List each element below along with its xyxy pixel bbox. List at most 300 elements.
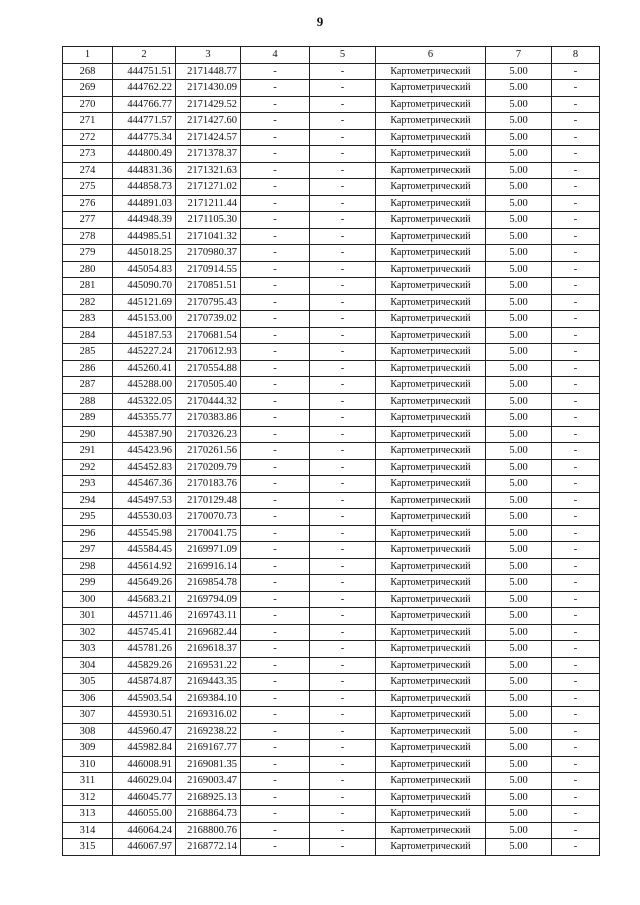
col8-cell: - (552, 591, 600, 608)
x-coordinate-cell: 445497.53 (113, 492, 176, 509)
col5-cell: - (310, 245, 376, 262)
accuracy-cell: 5.00 (486, 690, 552, 707)
x-coordinate-cell: 445467.36 (113, 476, 176, 493)
x-coordinate-cell: 445153.00 (113, 311, 176, 328)
col8-cell: - (552, 344, 600, 361)
col5-cell: - (310, 542, 376, 559)
point-number-cell: 298 (63, 558, 113, 575)
x-coordinate-cell: 444766.77 (113, 96, 176, 113)
x-coordinate-cell: 446067.97 (113, 839, 176, 856)
x-coordinate-cell: 445288.00 (113, 377, 176, 394)
accuracy-cell: 5.00 (486, 657, 552, 674)
header-cell: 4 (241, 47, 310, 64)
y-coordinate-cell: 2169316.02 (176, 707, 241, 724)
col5-cell: - (310, 723, 376, 740)
method-cell: Картометрический (376, 789, 486, 806)
col4-cell: - (241, 63, 310, 80)
col5-cell: - (310, 294, 376, 311)
y-coordinate-cell: 2171378.37 (176, 146, 241, 163)
method-cell: Картометрический (376, 558, 486, 575)
point-number-cell: 292 (63, 459, 113, 476)
col8-cell: - (552, 360, 600, 377)
col4-cell: - (241, 327, 310, 344)
col8-cell: - (552, 426, 600, 443)
method-cell: Картометрический (376, 327, 486, 344)
point-number-cell: 304 (63, 657, 113, 674)
method-cell: Картометрический (376, 624, 486, 641)
table-row (63, 641, 600, 658)
method-cell: Картометрический (376, 657, 486, 674)
x-coordinate-cell: 445982.84 (113, 740, 176, 757)
y-coordinate-cell: 2170041.75 (176, 525, 241, 542)
point-number-cell: 286 (63, 360, 113, 377)
y-coordinate-cell: 2171429.52 (176, 96, 241, 113)
accuracy-cell: 5.00 (486, 822, 552, 839)
table-row (63, 476, 600, 493)
header-cell: 1 (63, 47, 113, 64)
col4-cell: - (241, 311, 310, 328)
y-coordinate-cell: 2168800.76 (176, 822, 241, 839)
accuracy-cell: 5.00 (486, 377, 552, 394)
method-cell: Картометрический (376, 839, 486, 856)
point-number-cell: 300 (63, 591, 113, 608)
col5-cell: - (310, 179, 376, 196)
col8-cell: - (552, 162, 600, 179)
point-number-cell: 287 (63, 377, 113, 394)
col8-cell: - (552, 410, 600, 427)
x-coordinate-cell: 445018.25 (113, 245, 176, 262)
x-coordinate-cell: 445260.41 (113, 360, 176, 377)
accuracy-cell: 5.00 (486, 426, 552, 443)
accuracy-cell: 5.00 (486, 558, 552, 575)
point-number-cell: 284 (63, 327, 113, 344)
y-coordinate-cell: 2171424.57 (176, 129, 241, 146)
col4-cell: - (241, 624, 310, 641)
col8-cell: - (552, 327, 600, 344)
y-coordinate-cell: 2169743.11 (176, 608, 241, 625)
accuracy-cell: 5.00 (486, 410, 552, 427)
accuracy-cell: 5.00 (486, 129, 552, 146)
y-coordinate-cell: 2169081.35 (176, 756, 241, 773)
col5-cell: - (310, 591, 376, 608)
col5-cell: - (310, 806, 376, 823)
x-coordinate-cell: 444775.34 (113, 129, 176, 146)
method-cell: Картометрический (376, 426, 486, 443)
table-row (63, 179, 600, 196)
point-number-cell: 305 (63, 674, 113, 691)
method-cell: Картометрический (376, 608, 486, 625)
method-cell: Картометрический (376, 195, 486, 212)
col5-cell: - (310, 360, 376, 377)
col8-cell: - (552, 80, 600, 97)
col4-cell: - (241, 344, 310, 361)
point-number-cell: 308 (63, 723, 113, 740)
table-row (63, 443, 600, 460)
y-coordinate-cell: 2169971.09 (176, 542, 241, 559)
table-row (63, 129, 600, 146)
accuracy-cell: 5.00 (486, 80, 552, 97)
col8-cell: - (552, 624, 600, 641)
col4-cell: - (241, 129, 310, 146)
point-number-cell: 285 (63, 344, 113, 361)
col4-cell: - (241, 723, 310, 740)
table-row (63, 80, 600, 97)
x-coordinate-cell: 445960.47 (113, 723, 176, 740)
col8-cell: - (552, 492, 600, 509)
col5-cell: - (310, 674, 376, 691)
method-cell: Картометрический (376, 690, 486, 707)
col8-cell: - (552, 146, 600, 163)
x-coordinate-cell: 445711.46 (113, 608, 176, 625)
point-number-cell: 281 (63, 278, 113, 295)
method-cell: Картометрический (376, 212, 486, 229)
col5-cell: - (310, 459, 376, 476)
method-cell: Картометрический (376, 525, 486, 542)
col4-cell: - (241, 789, 310, 806)
col4-cell: - (241, 822, 310, 839)
y-coordinate-cell: 2169794.09 (176, 591, 241, 608)
col8-cell: - (552, 228, 600, 245)
accuracy-cell: 5.00 (486, 839, 552, 856)
col4-cell: - (241, 294, 310, 311)
method-cell: Картометрический (376, 591, 486, 608)
method-cell: Картометрический (376, 740, 486, 757)
table-row (63, 393, 600, 410)
method-cell: Картометрический (376, 228, 486, 245)
accuracy-cell: 5.00 (486, 327, 552, 344)
table-row (63, 542, 600, 559)
table-row (63, 756, 600, 773)
accuracy-cell: 5.00 (486, 146, 552, 163)
col4-cell: - (241, 146, 310, 163)
col8-cell: - (552, 179, 600, 196)
accuracy-cell: 5.00 (486, 459, 552, 476)
table-row (63, 360, 600, 377)
method-cell: Картометрический (376, 179, 486, 196)
y-coordinate-cell: 2170209.79 (176, 459, 241, 476)
header-cell: 2 (113, 47, 176, 64)
point-number-cell: 313 (63, 806, 113, 823)
y-coordinate-cell: 2171105.30 (176, 212, 241, 229)
accuracy-cell: 5.00 (486, 773, 552, 790)
table-row (63, 740, 600, 757)
table-row (63, 608, 600, 625)
point-number-cell: 291 (63, 443, 113, 460)
method-cell: Картометрический (376, 459, 486, 476)
x-coordinate-cell: 445781.26 (113, 641, 176, 658)
y-coordinate-cell: 2169618.37 (176, 641, 241, 658)
table-row (63, 773, 600, 790)
accuracy-cell: 5.00 (486, 228, 552, 245)
x-coordinate-cell: 446029.04 (113, 773, 176, 790)
col4-cell: - (241, 162, 310, 179)
table-row (63, 591, 600, 608)
x-coordinate-cell: 445227.24 (113, 344, 176, 361)
point-number-cell: 296 (63, 525, 113, 542)
y-coordinate-cell: 2171211.44 (176, 195, 241, 212)
point-number-cell: 309 (63, 740, 113, 757)
col5-cell: - (310, 212, 376, 229)
col4-cell: - (241, 591, 310, 608)
y-coordinate-cell: 2170383.86 (176, 410, 241, 427)
col5-cell: - (310, 558, 376, 575)
col5-cell: - (310, 624, 376, 641)
method-cell: Картометрический (376, 96, 486, 113)
point-number-cell: 302 (63, 624, 113, 641)
col5-cell: - (310, 756, 376, 773)
method-cell: Картометрический (376, 773, 486, 790)
accuracy-cell: 5.00 (486, 525, 552, 542)
table-row (63, 575, 600, 592)
col4-cell: - (241, 806, 310, 823)
x-coordinate-cell: 445054.83 (113, 261, 176, 278)
y-coordinate-cell: 2171041.32 (176, 228, 241, 245)
method-cell: Картометрический (376, 443, 486, 460)
col4-cell: - (241, 509, 310, 526)
col5-cell: - (310, 426, 376, 443)
x-coordinate-cell: 445545.98 (113, 525, 176, 542)
x-coordinate-cell: 445387.90 (113, 426, 176, 443)
point-number-cell: 276 (63, 195, 113, 212)
table-row (63, 311, 600, 328)
col8-cell: - (552, 707, 600, 724)
x-coordinate-cell: 445187.53 (113, 327, 176, 344)
method-cell: Картометрический (376, 393, 486, 410)
table-row (63, 327, 600, 344)
y-coordinate-cell: 2169003.47 (176, 773, 241, 790)
method-cell: Картометрический (376, 162, 486, 179)
accuracy-cell: 5.00 (486, 707, 552, 724)
point-number-cell: 282 (63, 294, 113, 311)
table-row (63, 624, 600, 641)
col4-cell: - (241, 542, 310, 559)
table-row (63, 657, 600, 674)
table-row (63, 690, 600, 707)
accuracy-cell: 5.00 (486, 179, 552, 196)
col5-cell: - (310, 63, 376, 80)
x-coordinate-cell: 446045.77 (113, 789, 176, 806)
col8-cell: - (552, 558, 600, 575)
table-row (63, 789, 600, 806)
col4-cell: - (241, 195, 310, 212)
point-number-cell: 297 (63, 542, 113, 559)
x-coordinate-cell: 445903.54 (113, 690, 176, 707)
col4-cell: - (241, 377, 310, 394)
point-number-cell: 279 (63, 245, 113, 262)
col4-cell: - (241, 690, 310, 707)
method-cell: Картометрический (376, 674, 486, 691)
point-number-cell: 268 (63, 63, 113, 80)
point-number-cell: 275 (63, 179, 113, 196)
accuracy-cell: 5.00 (486, 393, 552, 410)
page-number: 9 (316, 14, 324, 29)
y-coordinate-cell: 2170326.23 (176, 426, 241, 443)
method-cell: Картометрический (376, 80, 486, 97)
col5-cell: - (310, 344, 376, 361)
col4-cell: - (241, 641, 310, 658)
accuracy-cell: 5.00 (486, 624, 552, 641)
accuracy-cell: 5.00 (486, 113, 552, 130)
col8-cell: - (552, 822, 600, 839)
y-coordinate-cell: 2170914.55 (176, 261, 241, 278)
col8-cell: - (552, 740, 600, 757)
accuracy-cell: 5.00 (486, 96, 552, 113)
col8-cell: - (552, 839, 600, 856)
col5-cell: - (310, 377, 376, 394)
method-cell: Картометрический (376, 311, 486, 328)
col5-cell: - (310, 773, 376, 790)
x-coordinate-cell: 444762.22 (113, 80, 176, 97)
col5-cell: - (310, 162, 376, 179)
accuracy-cell: 5.00 (486, 608, 552, 625)
table-row (63, 410, 600, 427)
col5-cell: - (310, 492, 376, 509)
col4-cell: - (241, 608, 310, 625)
y-coordinate-cell: 2169682.44 (176, 624, 241, 641)
col8-cell: - (552, 608, 600, 625)
col8-cell: - (552, 195, 600, 212)
y-coordinate-cell: 2171430.09 (176, 80, 241, 97)
header-cell: 8 (552, 47, 600, 64)
col4-cell: - (241, 179, 310, 196)
col4-cell: - (241, 492, 310, 509)
method-cell: Картометрический (376, 261, 486, 278)
method-cell: Картометрический (376, 806, 486, 823)
col4-cell: - (241, 410, 310, 427)
x-coordinate-cell: 444858.73 (113, 179, 176, 196)
accuracy-cell: 5.00 (486, 278, 552, 295)
table-row (63, 459, 600, 476)
col8-cell: - (552, 212, 600, 229)
y-coordinate-cell: 2170612.93 (176, 344, 241, 361)
table-row (63, 113, 600, 130)
y-coordinate-cell: 2169238.22 (176, 723, 241, 740)
method-cell: Картометрический (376, 377, 486, 394)
col4-cell: - (241, 476, 310, 493)
method-cell: Картометрический (376, 707, 486, 724)
x-coordinate-cell: 444831.36 (113, 162, 176, 179)
accuracy-cell: 5.00 (486, 492, 552, 509)
table-row (63, 294, 600, 311)
table-row (63, 426, 600, 443)
x-coordinate-cell: 445930.51 (113, 707, 176, 724)
method-cell: Картометрический (376, 641, 486, 658)
col5-cell: - (310, 822, 376, 839)
col5-cell: - (310, 641, 376, 658)
col8-cell: - (552, 690, 600, 707)
x-coordinate-cell: 445090.70 (113, 278, 176, 295)
col8-cell: - (552, 476, 600, 493)
col5-cell: - (310, 740, 376, 757)
accuracy-cell: 5.00 (486, 311, 552, 328)
col4-cell: - (241, 96, 310, 113)
accuracy-cell: 5.00 (486, 261, 552, 278)
accuracy-cell: 5.00 (486, 740, 552, 757)
x-coordinate-cell: 445423.96 (113, 443, 176, 460)
y-coordinate-cell: 2170554.88 (176, 360, 241, 377)
accuracy-cell: 5.00 (486, 476, 552, 493)
col5-cell: - (310, 327, 376, 344)
col8-cell: - (552, 96, 600, 113)
x-coordinate-cell: 446008.91 (113, 756, 176, 773)
table-row (63, 509, 600, 526)
col8-cell: - (552, 294, 600, 311)
y-coordinate-cell: 2171448.77 (176, 63, 241, 80)
col4-cell: - (241, 80, 310, 97)
x-coordinate-cell: 444891.03 (113, 195, 176, 212)
y-coordinate-cell: 2169443.35 (176, 674, 241, 691)
method-cell: Картометрический (376, 476, 486, 493)
point-number-cell: 293 (63, 476, 113, 493)
col4-cell: - (241, 459, 310, 476)
method-cell: Картометрический (376, 723, 486, 740)
method-cell: Картометрический (376, 360, 486, 377)
accuracy-cell: 5.00 (486, 360, 552, 377)
y-coordinate-cell: 2170183.76 (176, 476, 241, 493)
col5-cell: - (310, 146, 376, 163)
y-coordinate-cell: 2171427.60 (176, 113, 241, 130)
table-row (63, 245, 600, 262)
col8-cell: - (552, 542, 600, 559)
y-coordinate-cell: 2169384.10 (176, 690, 241, 707)
col8-cell: - (552, 63, 600, 80)
col5-cell: - (310, 228, 376, 245)
y-coordinate-cell: 2168925.13 (176, 789, 241, 806)
table-row (63, 63, 600, 80)
col4-cell: - (241, 212, 310, 229)
col8-cell: - (552, 278, 600, 295)
col8-cell: - (552, 641, 600, 658)
col5-cell: - (310, 410, 376, 427)
method-cell: Картометрический (376, 344, 486, 361)
col8-cell: - (552, 245, 600, 262)
point-number-cell: 277 (63, 212, 113, 229)
col4-cell: - (241, 426, 310, 443)
y-coordinate-cell: 2170444.32 (176, 393, 241, 410)
point-number-cell: 299 (63, 575, 113, 592)
table-row (63, 674, 600, 691)
table-body (63, 63, 600, 855)
point-number-cell: 311 (63, 773, 113, 790)
col4-cell: - (241, 245, 310, 262)
col5-cell: - (310, 608, 376, 625)
x-coordinate-cell: 445322.05 (113, 393, 176, 410)
y-coordinate-cell: 2170505.40 (176, 377, 241, 394)
table-row (63, 723, 600, 740)
accuracy-cell: 5.00 (486, 63, 552, 80)
table-row (63, 344, 600, 361)
method-cell: Картометрический (376, 113, 486, 130)
col4-cell: - (241, 558, 310, 575)
y-coordinate-cell: 2170681.54 (176, 327, 241, 344)
table-row (63, 822, 600, 839)
x-coordinate-cell: 444985.51 (113, 228, 176, 245)
method-cell: Картометрический (376, 278, 486, 295)
accuracy-cell: 5.00 (486, 542, 552, 559)
col5-cell: - (310, 789, 376, 806)
col8-cell: - (552, 393, 600, 410)
col4-cell: - (241, 773, 310, 790)
col5-cell: - (310, 113, 376, 130)
x-coordinate-cell: 444948.39 (113, 212, 176, 229)
accuracy-cell: 5.00 (486, 443, 552, 460)
y-coordinate-cell: 2169854.78 (176, 575, 241, 592)
col5-cell: - (310, 393, 376, 410)
col8-cell: - (552, 311, 600, 328)
x-coordinate-cell: 445614.92 (113, 558, 176, 575)
col4-cell: - (241, 278, 310, 295)
col8-cell: - (552, 657, 600, 674)
